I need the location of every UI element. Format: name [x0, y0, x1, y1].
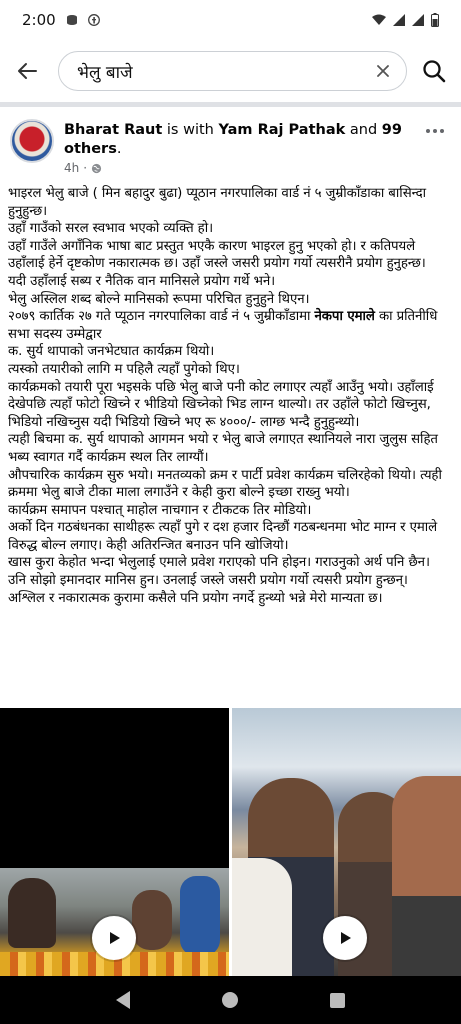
clear-search-button[interactable] [372, 60, 394, 82]
post-author-line: Bharat Raut is with Yam Raj Pathak and 99 others. [64, 122, 402, 157]
close-icon [376, 64, 390, 78]
tagged-name[interactable]: Yam Raj Pathak [218, 122, 346, 138]
search-header [0, 40, 461, 102]
others-link[interactable]: 99 others [64, 122, 402, 157]
post-paragraph: २०७९ कार्तिक २७ गते प्यूठान नगरपालिका वार्ड नं ५ जुम्रीकाँडामा नेकपा एमाले का प्रतिनीधि सभा सदस्य उम्मेद्वार [8, 309, 438, 342]
author-name[interactable]: Bharat Raut [64, 122, 163, 138]
post-paragraph: उहाँ गाउँको सरल स्वभाव भएको व्यक्ति हो। [8, 221, 214, 237]
play-icon [106, 930, 122, 946]
play-button[interactable] [92, 916, 136, 960]
post-header [0, 107, 461, 177]
post-paragraph: अश्लिल र नकारात्मक कुरामा कसैले पनि प्रयोग नगर्दे हुन्थ्यो भन्ने मेरो मान्यता छ। [8, 590, 383, 606]
search-query[interactable]: भेलु बाजे [77, 62, 133, 83]
post-media [0, 708, 461, 976]
post-paragraph: क. सुर्य थापाको जनभेटघात कार्यक्रम थियो। [8, 344, 215, 360]
post-paragraph: खास कुरा केहोत भन्दा भेलुलाई एमाले प्रवेश गराएको पनि होइन। गराउनुको अर्थ पनि छैन। उनि सोझो इमानदार मानिस हुन। उनलाई जस्ले जसरी प्रयोग गर्यो त्यसरी प्रयोग हुन्छन्। [8, 555, 430, 589]
post-paragraph: औपचारिक कार्यक्रम सुरु भयो। मनतव्यको क्रम र पार्टी प्रवेश कार्यक्रम चलिरहेको थियो। त्यही क्रममा भेलु बाजे टीका माला लगाउँने र केही कुरा बोल्ने इच्छा राख्नु भयो। [8, 467, 442, 501]
post-paragraph: कार्यक्रमको तयारी पूरा भइसके पछि भेलु बाजे पनी कोट लगाएर त्यहाँ आउँनु भयो। उहाँलाई देखेपछि त्यहाँ फोटो खिच्ने र भीडियो खिच्नेको भिड लाग्न थाल्यो। तर उहाँले फोटो खिच्नुस, भिडियो नखिच्नुस यदी भिडियो खिच्ने भए रू ४०००/- लाग्छ भन्दै हुनुहुन्थ्यो। [8, 379, 434, 430]
search-icon [422, 59, 446, 83]
post-paragraph: भाइरल भेलु बाजे ( मिन बहादुर बुढा) प्यूठान नगरपालिका वार्ड नं ५ जुम्रीकाँडाका बासिन्दा हुनुहुन्छ। [8, 186, 426, 219]
status-time: 2:00 [22, 11, 56, 29]
post-paragraph: त्यही बिचमा क. सुर्य थापाको आगमन भयो र भेलु बाजे लगाएत स्थानियले नारा जुलुस सहित भब्य स्वागत गर्दै कार्यक्रम स्थल तिर लाग्यौं। [8, 432, 438, 465]
post-paragraph: यदी उहाँलाई सब्य र नैतिक वान मानिसले प्रयोग गर्थे भने। [8, 273, 276, 289]
and-text: and [349, 122, 378, 138]
post-paragraph: त्यस्को तयारीको लागि म पहिलै त्यहाँ पुगेको थिए। [8, 361, 240, 377]
video-thumbnail-2[interactable] [232, 708, 461, 976]
globe-icon [91, 163, 102, 174]
battery-icon [431, 13, 439, 27]
post-paragraph: उहाँ गाउँले अगाँनिक भाषा बाट प्रस्तुत भएकै कारण भाइरल हुनु भएको हो। र कतिपयले उहाँलाई हेर्ने दृष्टकोण नकारात्मक छ। उहाँ जस्ले जसरी प्रयोग गर्यो त्यसरीनै प्रयोग हुनुहन्छ। [8, 238, 426, 272]
post-paragraph: कार्यक्रम समापन पश्चात् माहोल नाचगान र टीकटक तिर मोडियो। [8, 502, 312, 518]
facebook-notification-icon [88, 14, 100, 26]
video-thumbnail-1[interactable] [0, 708, 229, 976]
post-paragraph: अर्को दिन गठबंधनका साथीहरू त्यहाँ पुगे र दश हजार दिन्छौं गठबन्धनमा भोट माग्न र एमाले विरुद्ध बोल्न लगाए। केही अतिरन्जित बनाउन पनि खोजियो। [8, 520, 438, 553]
signal-icon [393, 14, 405, 26]
signal-2-icon [412, 14, 424, 26]
arrow-left-icon [16, 60, 38, 82]
post-text [0, 177, 461, 607]
nav-home-icon[interactable] [222, 992, 238, 1008]
nav-recents-icon[interactable] [330, 993, 345, 1008]
status-bar [0, 0, 461, 40]
play-button[interactable] [323, 916, 367, 960]
more-dots-icon [426, 129, 430, 133]
search-input[interactable] [58, 51, 407, 91]
more-options-button[interactable] [421, 119, 449, 139]
system-nav-bar [0, 976, 461, 1024]
post-meta: 4h · [64, 161, 421, 175]
nav-back-icon[interactable] [116, 991, 130, 1009]
post-paragraph: भेलु अस्लिल शब्द बोल्ने मानिसको रूपमा परिचित हुनुहुने थिएन। [8, 291, 310, 307]
party-mention[interactable]: नेकपा एमाले [314, 309, 375, 325]
with-text: is with [166, 122, 214, 138]
search-button[interactable] [417, 54, 451, 88]
play-icon [337, 930, 353, 946]
post-time[interactable]: 4h [64, 161, 80, 175]
wifi-icon [372, 14, 386, 26]
avatar[interactable] [10, 119, 54, 163]
back-button[interactable] [10, 54, 44, 88]
database-icon [66, 14, 78, 26]
